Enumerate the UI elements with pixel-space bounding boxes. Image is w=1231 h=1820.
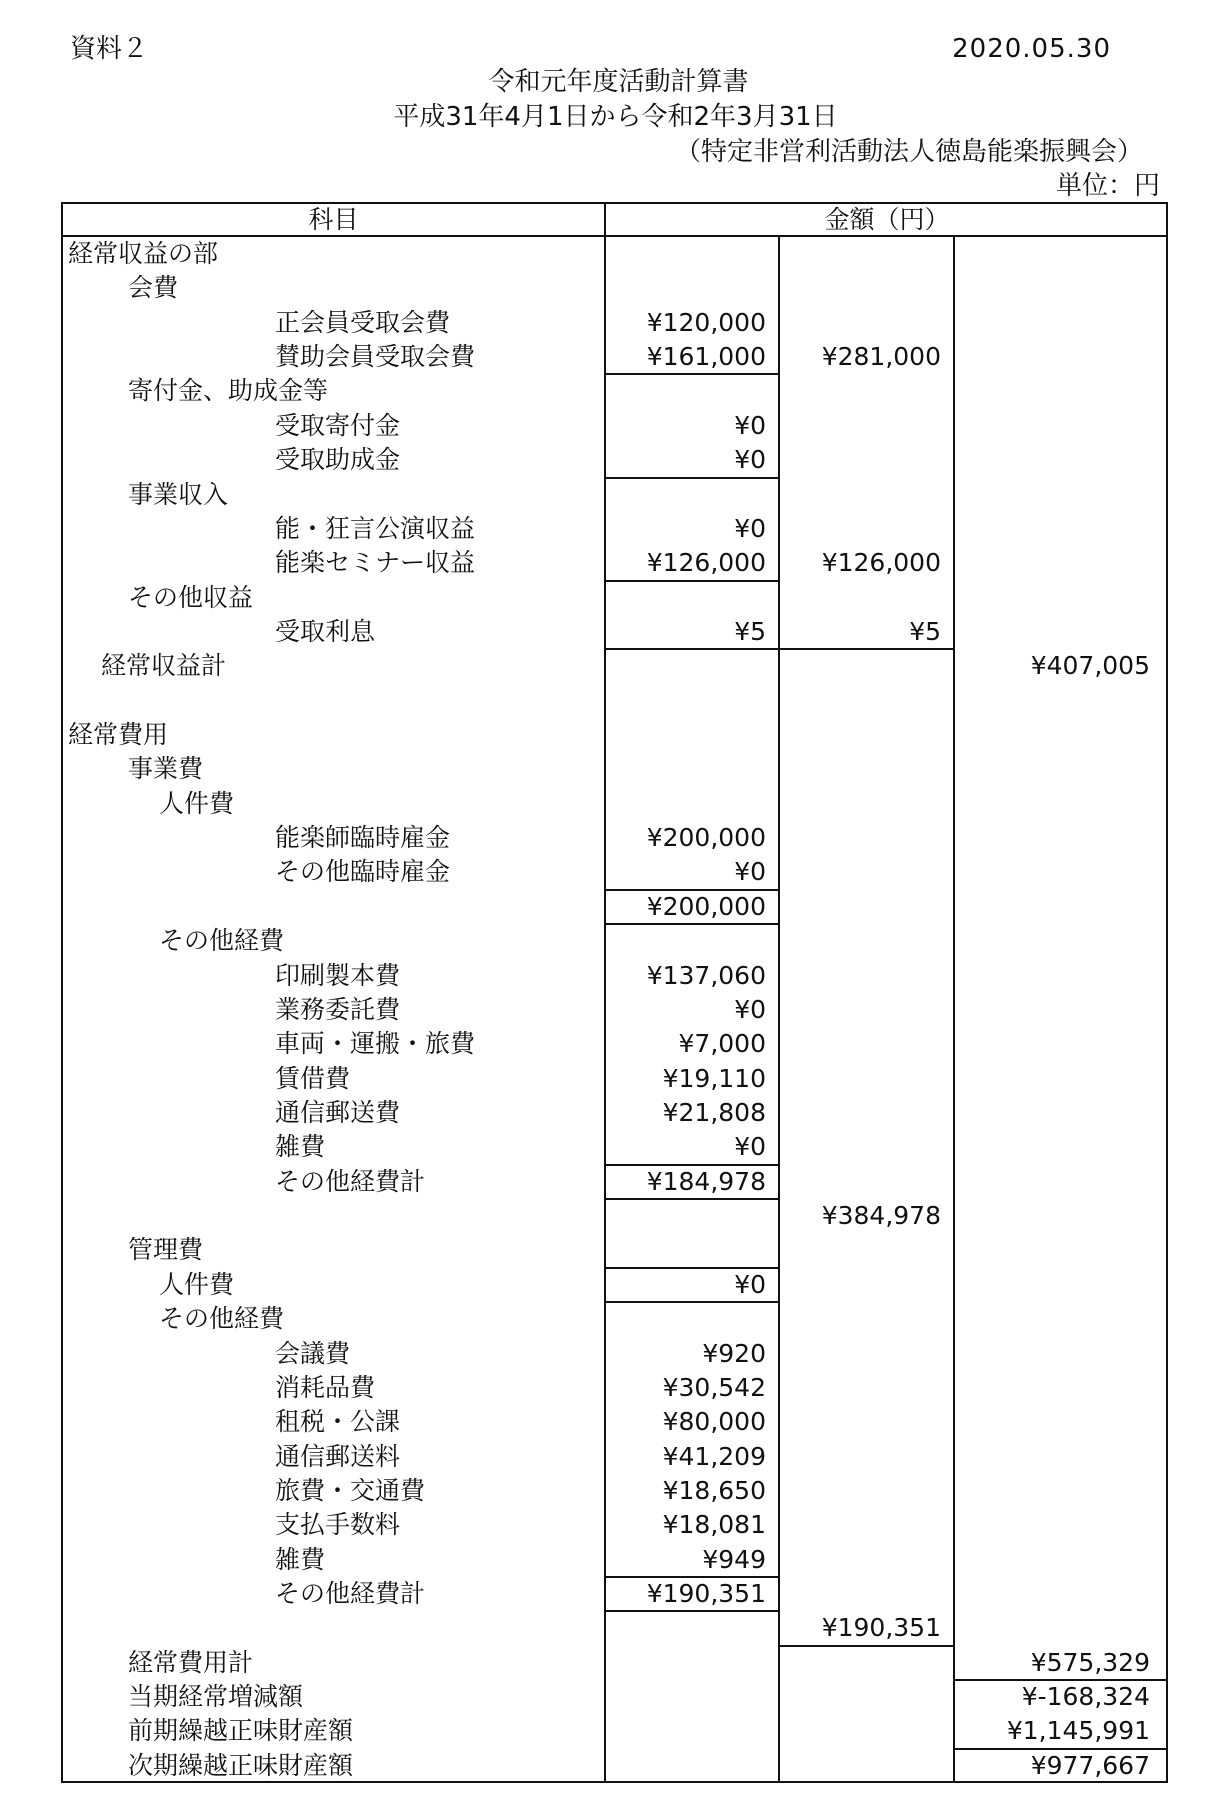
table-row <box>63 1062 1166 1096</box>
table-row <box>63 1474 1166 1508</box>
currency-unit: 単位：円 <box>1055 171 1160 201</box>
table-row <box>63 1130 1166 1164</box>
table-row <box>63 890 1166 924</box>
table-row <box>63 1611 1166 1645</box>
statement-table <box>61 202 1168 1783</box>
table-row <box>63 443 1166 477</box>
amount-col1: ¥200,000 <box>646 891 766 921</box>
cell-border <box>604 373 780 375</box>
table-row <box>63 409 1166 443</box>
table-row <box>63 546 1166 580</box>
amount-col1: ¥30,542 <box>662 1372 766 1402</box>
table-row <box>63 1027 1166 1061</box>
table-row <box>63 959 1166 993</box>
amount-col2: ¥5 <box>909 616 941 646</box>
table-row <box>63 1096 1166 1130</box>
cell-border <box>604 1267 780 1269</box>
table-row <box>63 787 1166 821</box>
account-label: 経常費用計 <box>128 1647 254 1677</box>
account-label: 正会員受取会費 <box>275 307 451 337</box>
amount-col1: ¥190,351 <box>646 1579 766 1609</box>
account-label: 前期繰越正味財産額 <box>128 1716 354 1746</box>
amount-col1: ¥0 <box>734 994 766 1024</box>
amount-col1: ¥0 <box>734 857 766 887</box>
table-row <box>63 271 1166 305</box>
amount-col1: ¥0 <box>734 445 766 475</box>
table-row <box>63 478 1166 512</box>
account-label: 能楽セミナー収益 <box>275 548 476 578</box>
account-label: 消耗品費 <box>275 1372 376 1402</box>
document-date: 2020.05.30 <box>952 34 1111 64</box>
account-label: 通信郵送費 <box>275 1098 401 1127</box>
account-label: 支払手数料 <box>275 1510 401 1540</box>
amount-col1: ¥18,081 <box>662 1510 766 1540</box>
cell-border <box>604 580 780 582</box>
amount-col1: ¥161,000 <box>646 342 766 372</box>
account-label: 旅費・交通費 <box>275 1475 426 1505</box>
cell-border <box>604 889 780 891</box>
account-label: 会費 <box>128 273 179 303</box>
table-row <box>63 1199 1166 1233</box>
amount-col3: ¥407,005 <box>1030 651 1150 681</box>
table-row <box>63 1337 1166 1371</box>
table-row <box>63 615 1166 649</box>
account-label: 管理費 <box>128 1235 204 1265</box>
cell-border <box>604 1198 780 1200</box>
cell-border <box>604 648 780 650</box>
amount-col3: ¥1,145,991 <box>1006 1716 1150 1746</box>
amount-col1: ¥184,978 <box>646 1166 766 1196</box>
account-label: 受取助成金 <box>275 445 401 475</box>
table-row <box>63 512 1166 546</box>
header-account-column: 科目 <box>308 205 359 234</box>
table-row <box>63 1508 1166 1542</box>
amount-col1: ¥0 <box>734 1132 766 1162</box>
account-label: 経常収益の部 <box>68 239 219 268</box>
cell-border <box>604 1610 780 1612</box>
table-row <box>63 237 1166 271</box>
table-row <box>63 1233 1166 1267</box>
amount-col3: ¥-168,324 <box>1021 1682 1150 1712</box>
amount-col1: ¥200,000 <box>646 823 766 853</box>
table-row <box>63 581 1166 615</box>
table-row <box>63 1646 1166 1680</box>
table-row <box>63 718 1166 752</box>
table-row <box>63 993 1166 1027</box>
table-row <box>63 684 1166 718</box>
amount-col1: ¥19,110 <box>662 1063 766 1093</box>
table-row <box>63 1680 1166 1714</box>
account-label: 賃借費 <box>275 1063 351 1093</box>
amount-col1: ¥137,060 <box>646 960 766 990</box>
table-row <box>63 649 1166 683</box>
account-label: 人件費 <box>159 788 235 818</box>
account-label: 受取利息 <box>275 616 376 646</box>
amount-col1: ¥0 <box>734 410 766 440</box>
account-label: その他収益 <box>128 582 254 612</box>
table-row <box>63 924 1166 958</box>
account-label: その他経費計 <box>275 1166 426 1196</box>
amount-col1: ¥920 <box>702 1338 766 1368</box>
account-label: 通信郵送料 <box>275 1441 401 1471</box>
account-label: その他臨時雇金 <box>275 857 451 887</box>
account-label: 経常収益計 <box>101 651 227 681</box>
table-body <box>63 237 1166 1783</box>
amount-col1: ¥5 <box>734 616 766 646</box>
table-row <box>63 1543 1166 1577</box>
amount-col2: ¥190,351 <box>821 1613 941 1643</box>
table-row <box>63 821 1166 855</box>
amount-col1: ¥41,209 <box>662 1441 766 1471</box>
account-label: 賛助会員受取会費 <box>275 342 476 372</box>
account-label: 事業費 <box>128 754 204 784</box>
account-label: その他経費 <box>159 1304 285 1334</box>
amount-col1: ¥18,650 <box>662 1475 766 1505</box>
table-row <box>63 374 1166 408</box>
account-label: 印刷製本費 <box>275 960 401 990</box>
table-row <box>63 1371 1166 1405</box>
cell-border <box>953 1679 1166 1681</box>
cell-border <box>778 648 955 650</box>
table-row <box>63 1577 1166 1611</box>
account-label: その他経費計 <box>275 1579 426 1609</box>
table-row <box>63 1440 1166 1474</box>
amount-col2: ¥126,000 <box>821 548 941 578</box>
cell-border <box>604 923 780 925</box>
amount-col1: ¥120,000 <box>646 307 766 337</box>
cell-border <box>604 1301 780 1303</box>
account-label: 会議費 <box>275 1338 351 1368</box>
table-row <box>63 1714 1166 1748</box>
table-row <box>63 752 1166 786</box>
cell-border <box>604 1576 780 1578</box>
account-label: その他経費 <box>159 926 285 956</box>
amount-col3: ¥977,667 <box>1030 1750 1150 1780</box>
document-label: 資料２ <box>70 34 149 64</box>
account-label: 租税・公課 <box>275 1407 401 1437</box>
table-row <box>63 340 1166 374</box>
amount-col1: ¥0 <box>734 513 766 543</box>
account-label: 能・狂言公演収益 <box>275 513 476 543</box>
account-label: 事業収入 <box>128 479 229 509</box>
organization-name: （特定非営利活動法人徳島能楽振興会） <box>674 137 1143 167</box>
amount-col1: ¥0 <box>734 1269 766 1299</box>
cell-border <box>604 477 780 479</box>
document-title: 令和元年度活動計算書 <box>488 67 749 97</box>
cell-border <box>778 1645 955 1647</box>
account-label: 業務委託費 <box>275 994 401 1024</box>
fiscal-period: 平成31年4月1日から令和2年3月31日 <box>393 102 838 132</box>
amount-col3: ¥575,329 <box>1030 1647 1150 1677</box>
amount-col2: ¥281,000 <box>821 342 941 372</box>
amount-col1: ¥21,808 <box>662 1098 766 1127</box>
header-amount-column: 金額（円） <box>824 205 950 234</box>
table-row <box>63 306 1166 340</box>
account-label: 経常費用 <box>68 720 169 750</box>
amount-col1: ¥7,000 <box>678 1029 766 1059</box>
account-label: 寄付金、助成金等 <box>128 376 329 406</box>
cell-border <box>604 1164 780 1166</box>
account-label: 人件費 <box>159 1269 235 1299</box>
account-label: 受取寄付金 <box>275 410 401 440</box>
cell-border <box>953 1748 1166 1750</box>
account-label: 次期繰越正味財産額 <box>128 1750 354 1780</box>
account-label: 車両・運搬・旅費 <box>275 1029 476 1059</box>
account-label: 当期経常増減額 <box>128 1682 304 1712</box>
account-label: 雑費 <box>275 1132 326 1162</box>
amount-col1: ¥126,000 <box>646 548 766 578</box>
account-label: 雑費 <box>275 1544 326 1574</box>
amount-col1: ¥949 <box>702 1544 766 1574</box>
table-row <box>63 1165 1166 1199</box>
account-label: 能楽師臨時雇金 <box>275 823 451 853</box>
table-row <box>63 1749 1166 1783</box>
table-row <box>63 855 1166 889</box>
amount-col1: ¥80,000 <box>662 1407 766 1437</box>
table-row <box>63 1405 1166 1439</box>
table-row <box>63 1268 1166 1302</box>
table-row <box>63 1302 1166 1336</box>
amount-col2: ¥384,978 <box>821 1201 941 1231</box>
